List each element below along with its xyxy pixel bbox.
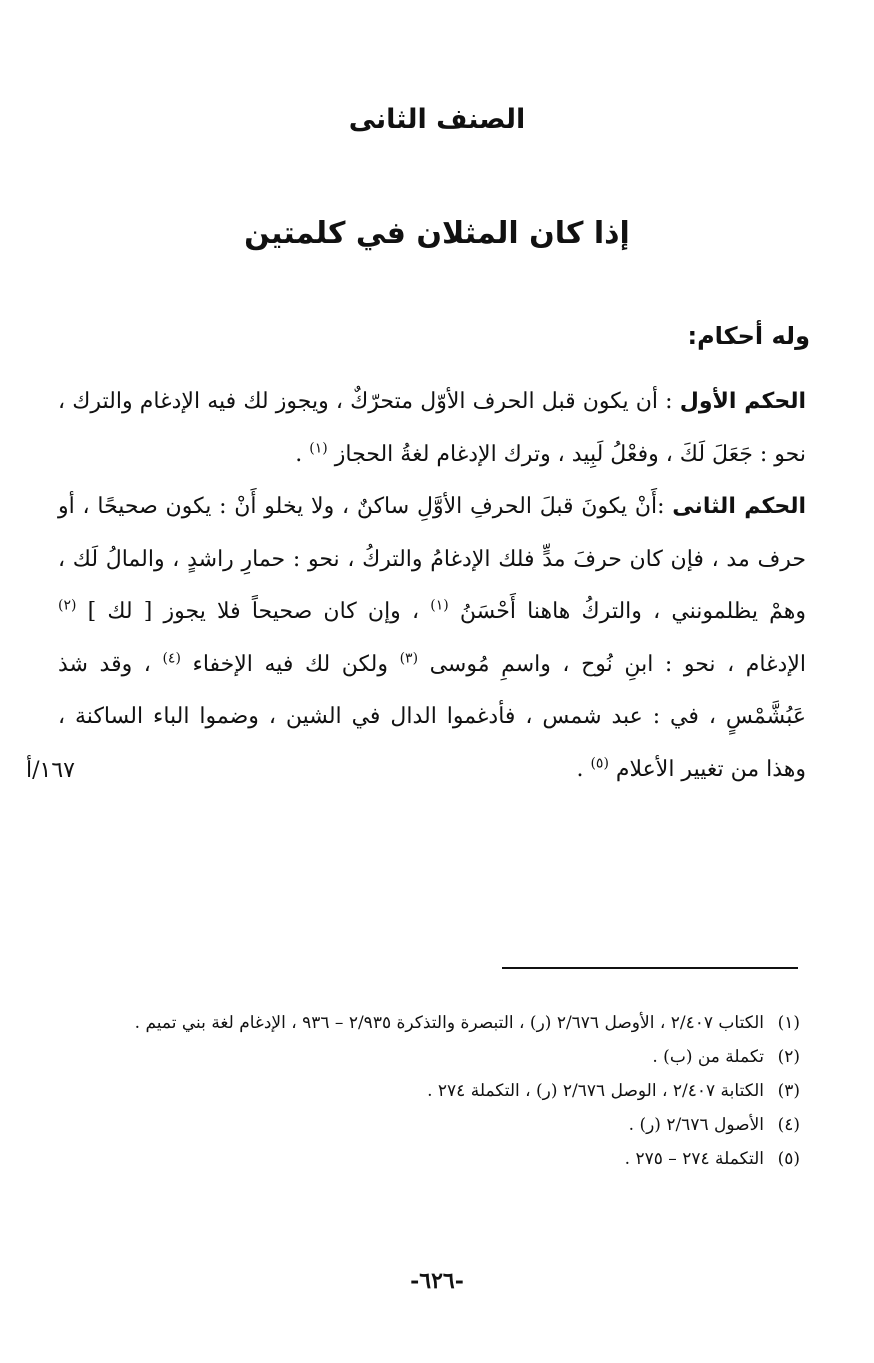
footnote-item: [66, 1074, 800, 1108]
rule-text: ، وقد شذ عَبُشَّمْسٍ ، في : عبد شمس ، فأدغموا الدال في الشين ، وضموا الباء الساكنة ، وهذا من تغيير الأعلام: [58, 651, 806, 782]
footnote-item: [66, 1006, 800, 1040]
rule-text: ، وإن كان صحيحاً فلا يجوز [ لك ]: [87, 599, 420, 624]
footnote-ref: (١): [309, 440, 328, 457]
footnote-ref: (١): [430, 597, 449, 614]
rule-label: الحكم الأول: [679, 389, 806, 414]
footnote-number: (٤): [777, 1115, 800, 1135]
rule-text: .: [576, 756, 584, 782]
manuscript-folio-ref: ١٦٧/أ: [26, 758, 75, 783]
page-number: -٦٢٦-: [410, 1268, 464, 1294]
main-text: [58, 376, 806, 796]
footnote-item: [66, 1142, 800, 1176]
footnote-item: [66, 1108, 800, 1142]
footnote-number: (١): [777, 1013, 800, 1033]
rule-text: :أَنْ يكونَ قبلَ الحرفِ الأوَّلِ ساكنٌ ، ولا يخلو أَنْ : يكون صحيحًا ، أو حرف مد ، فإن كان حرفَ مدٍّ فلك الإدغامُ والتركُ ، نحو : حمارِ راشدٍ ، والمالُ لَك ، وهمْ يظلمونني ، والتركُ هاهنا أَحْسَنُ: [58, 494, 806, 624]
rule-paragraph-2: [58, 481, 806, 796]
section-category-title: الصنف الثانى: [348, 104, 526, 135]
intro-heading: وله أحكام:: [687, 322, 810, 350]
footnote-ref: (٢): [58, 597, 77, 614]
footnote-text: الأصول ٢/٦٧٦ (ر) .: [628, 1115, 764, 1135]
rule-text: ولكن لك فيه الإخفاء: [192, 651, 388, 677]
footnote-number: (٢): [777, 1047, 800, 1067]
footnote-separator: [502, 967, 798, 969]
footnotes: [66, 1006, 800, 1176]
footnote-ref: (٤): [162, 650, 181, 667]
footnote-text: الكتابة ٢/٤٠٧ ، الوصل ٢/٦٧٦ (ر) ، التكملة ٢٧٤ .: [427, 1081, 764, 1101]
rule-paragraph-1: [58, 376, 806, 481]
footnote-text: الكتاب ٢/٤٠٧ ، الأوصل ٢/٦٧٦ (ر) ، التبصرة والتذكرة ٢/٩٣٥ – ٩٣٦ ، الإدغام لغة بني تميم .: [134, 1013, 764, 1033]
footnote-number: (٣): [777, 1081, 800, 1101]
rule-text: الإدغام ، نحو : ابنِ نُوح ، واسمِ مُوسى: [429, 651, 807, 677]
rule-label: الحكم الثانى: [672, 494, 806, 519]
footnote-ref: (٣): [399, 650, 419, 667]
rule-text: .: [295, 441, 303, 467]
footnote-number: (٥): [777, 1149, 800, 1169]
section-subtitle: إذا كان المثلان في كلمتين: [244, 216, 630, 251]
rule-text: : أن يكون قبل الحرف الأوّل متحرّكٌ ، ويجوز لك فيه الإدغام والترك ، نحو : جَعَلَ لَكَ ، وفعْلُ لَبِيد ، وترك الإدغام لغةُ الحجاز: [58, 389, 806, 467]
footnote-ref: (٥): [590, 755, 609, 772]
footnote-text: التكملة ٢٧٤ – ٢٧٥ .: [624, 1149, 764, 1169]
footnote-text: تكملة من (ب) .: [652, 1047, 764, 1067]
footnote-item: [66, 1040, 800, 1074]
